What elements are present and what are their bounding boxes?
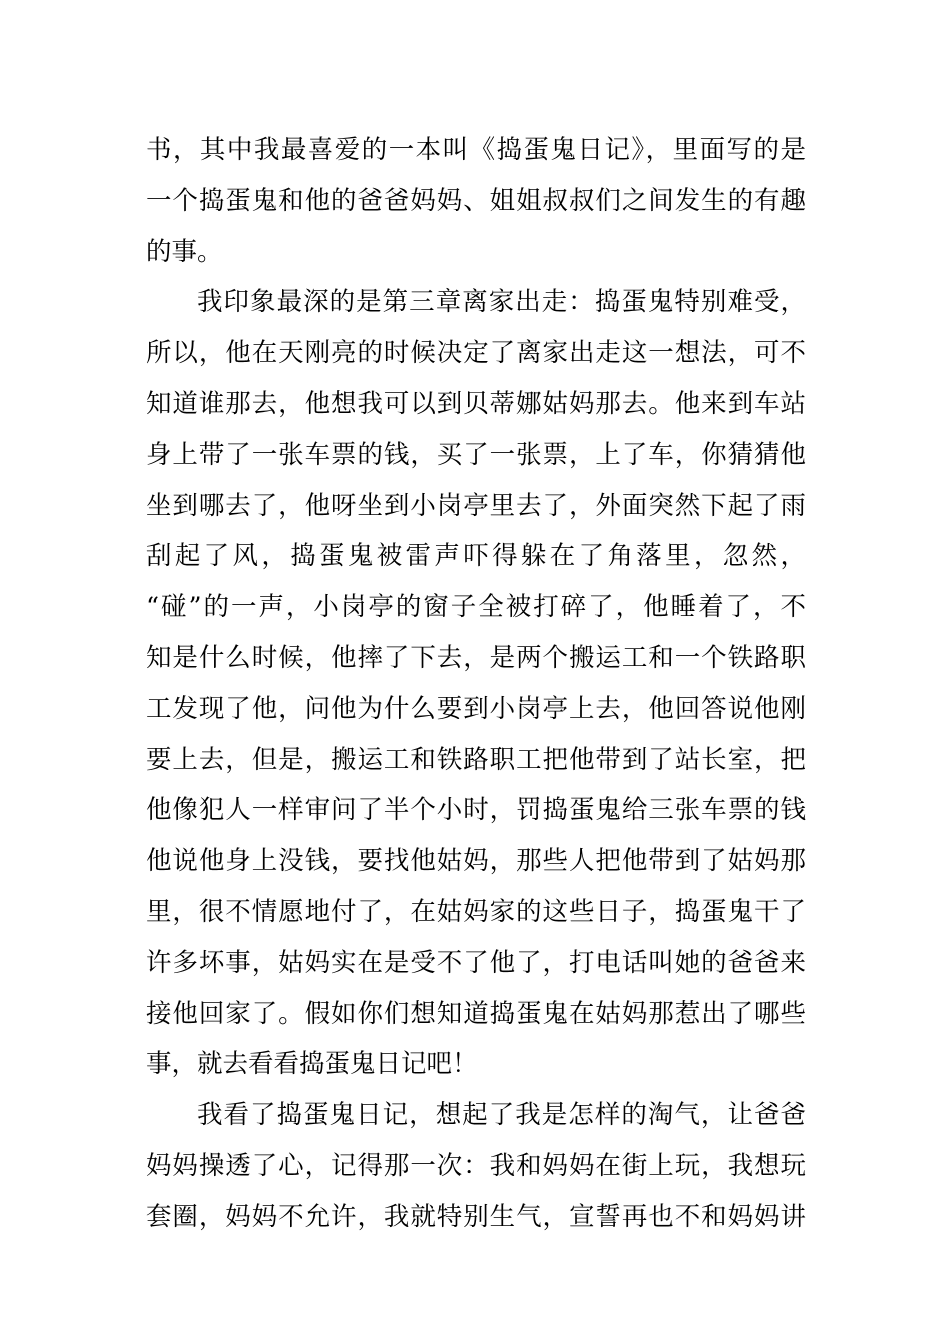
text-line: 我印象最深的是第三章离家出走：捣蛋鬼特别难受， — [197, 287, 806, 318]
text-line: 坐到哪去了，他呀坐到小岗亭里去了，外面突然下起了雨 — [146, 490, 806, 521]
text-line: 一个捣蛋鬼和他的爸爸妈妈、姐姐叔叔们之间发生的有趣 — [146, 185, 806, 216]
text-line: 书，其中我最喜爱的一本叫《捣蛋鬼日记》，里面写的是 — [146, 135, 806, 165]
document-page — [146, 125, 806, 1243]
text-line: “碰”的一声，小岗亭的窗子全被打碎了，他睡着了，不 — [146, 592, 806, 623]
text-line: 里，很不情愿地付了，在姑妈家的这些日子，捣蛋鬼干了 — [146, 896, 806, 927]
text-line: 知道谁那去，他想我可以到贝蒂娜姑妈那去。他来到车站 — [146, 388, 806, 419]
text-line: 妈妈操透了心，记得那一次：我和妈妈在街上玩，我想玩 — [146, 1150, 806, 1181]
text-line: 身上带了一张车票的钱，买了一张票，上了车，你猜猜他 — [146, 439, 806, 470]
text-line: 工发现了他，问他为什么要到小岗亭上去，他回答说他刚 — [146, 693, 806, 724]
text-line: 刮起了风，捣蛋鬼被雷声吓得躲在了角落里，忽然， — [146, 541, 806, 572]
text-line: 套圈，妈妈不允许，我就特别生气，宣誓再也不和妈妈讲 — [146, 1201, 806, 1232]
text-line: 接他回家了。假如你们想知道捣蛋鬼在姑妈那惹出了哪些 — [146, 998, 806, 1029]
text-line: 知是什么时候，他摔了下去，是两个搬运工和一个铁路职 — [146, 642, 806, 673]
text-line: 要上去，但是，搬运工和铁路职工把他带到了站长室，把 — [146, 744, 806, 775]
text-line: 他像犯人一样审问了半个小时，罚捣蛋鬼给三张车票的钱 — [146, 795, 806, 826]
text-line: 许多坏事，姑妈实在是受不了他了，打电话叫她的爸爸来 — [146, 947, 806, 978]
text-line: 他说他身上没钱，要找他姑妈，那些人把他带到了姑妈那 — [146, 846, 806, 877]
text-line: 事，就去看看捣蛋鬼日记吧！ — [146, 1049, 478, 1080]
text-line: 我看了捣蛋鬼日记，想起了我是怎样的淘气，让爸爸 — [197, 1100, 806, 1131]
text-line: 的事。 — [146, 236, 223, 267]
text-line: 所以，他在天刚亮的时候决定了离家出走这一想法，可不 — [146, 338, 806, 369]
